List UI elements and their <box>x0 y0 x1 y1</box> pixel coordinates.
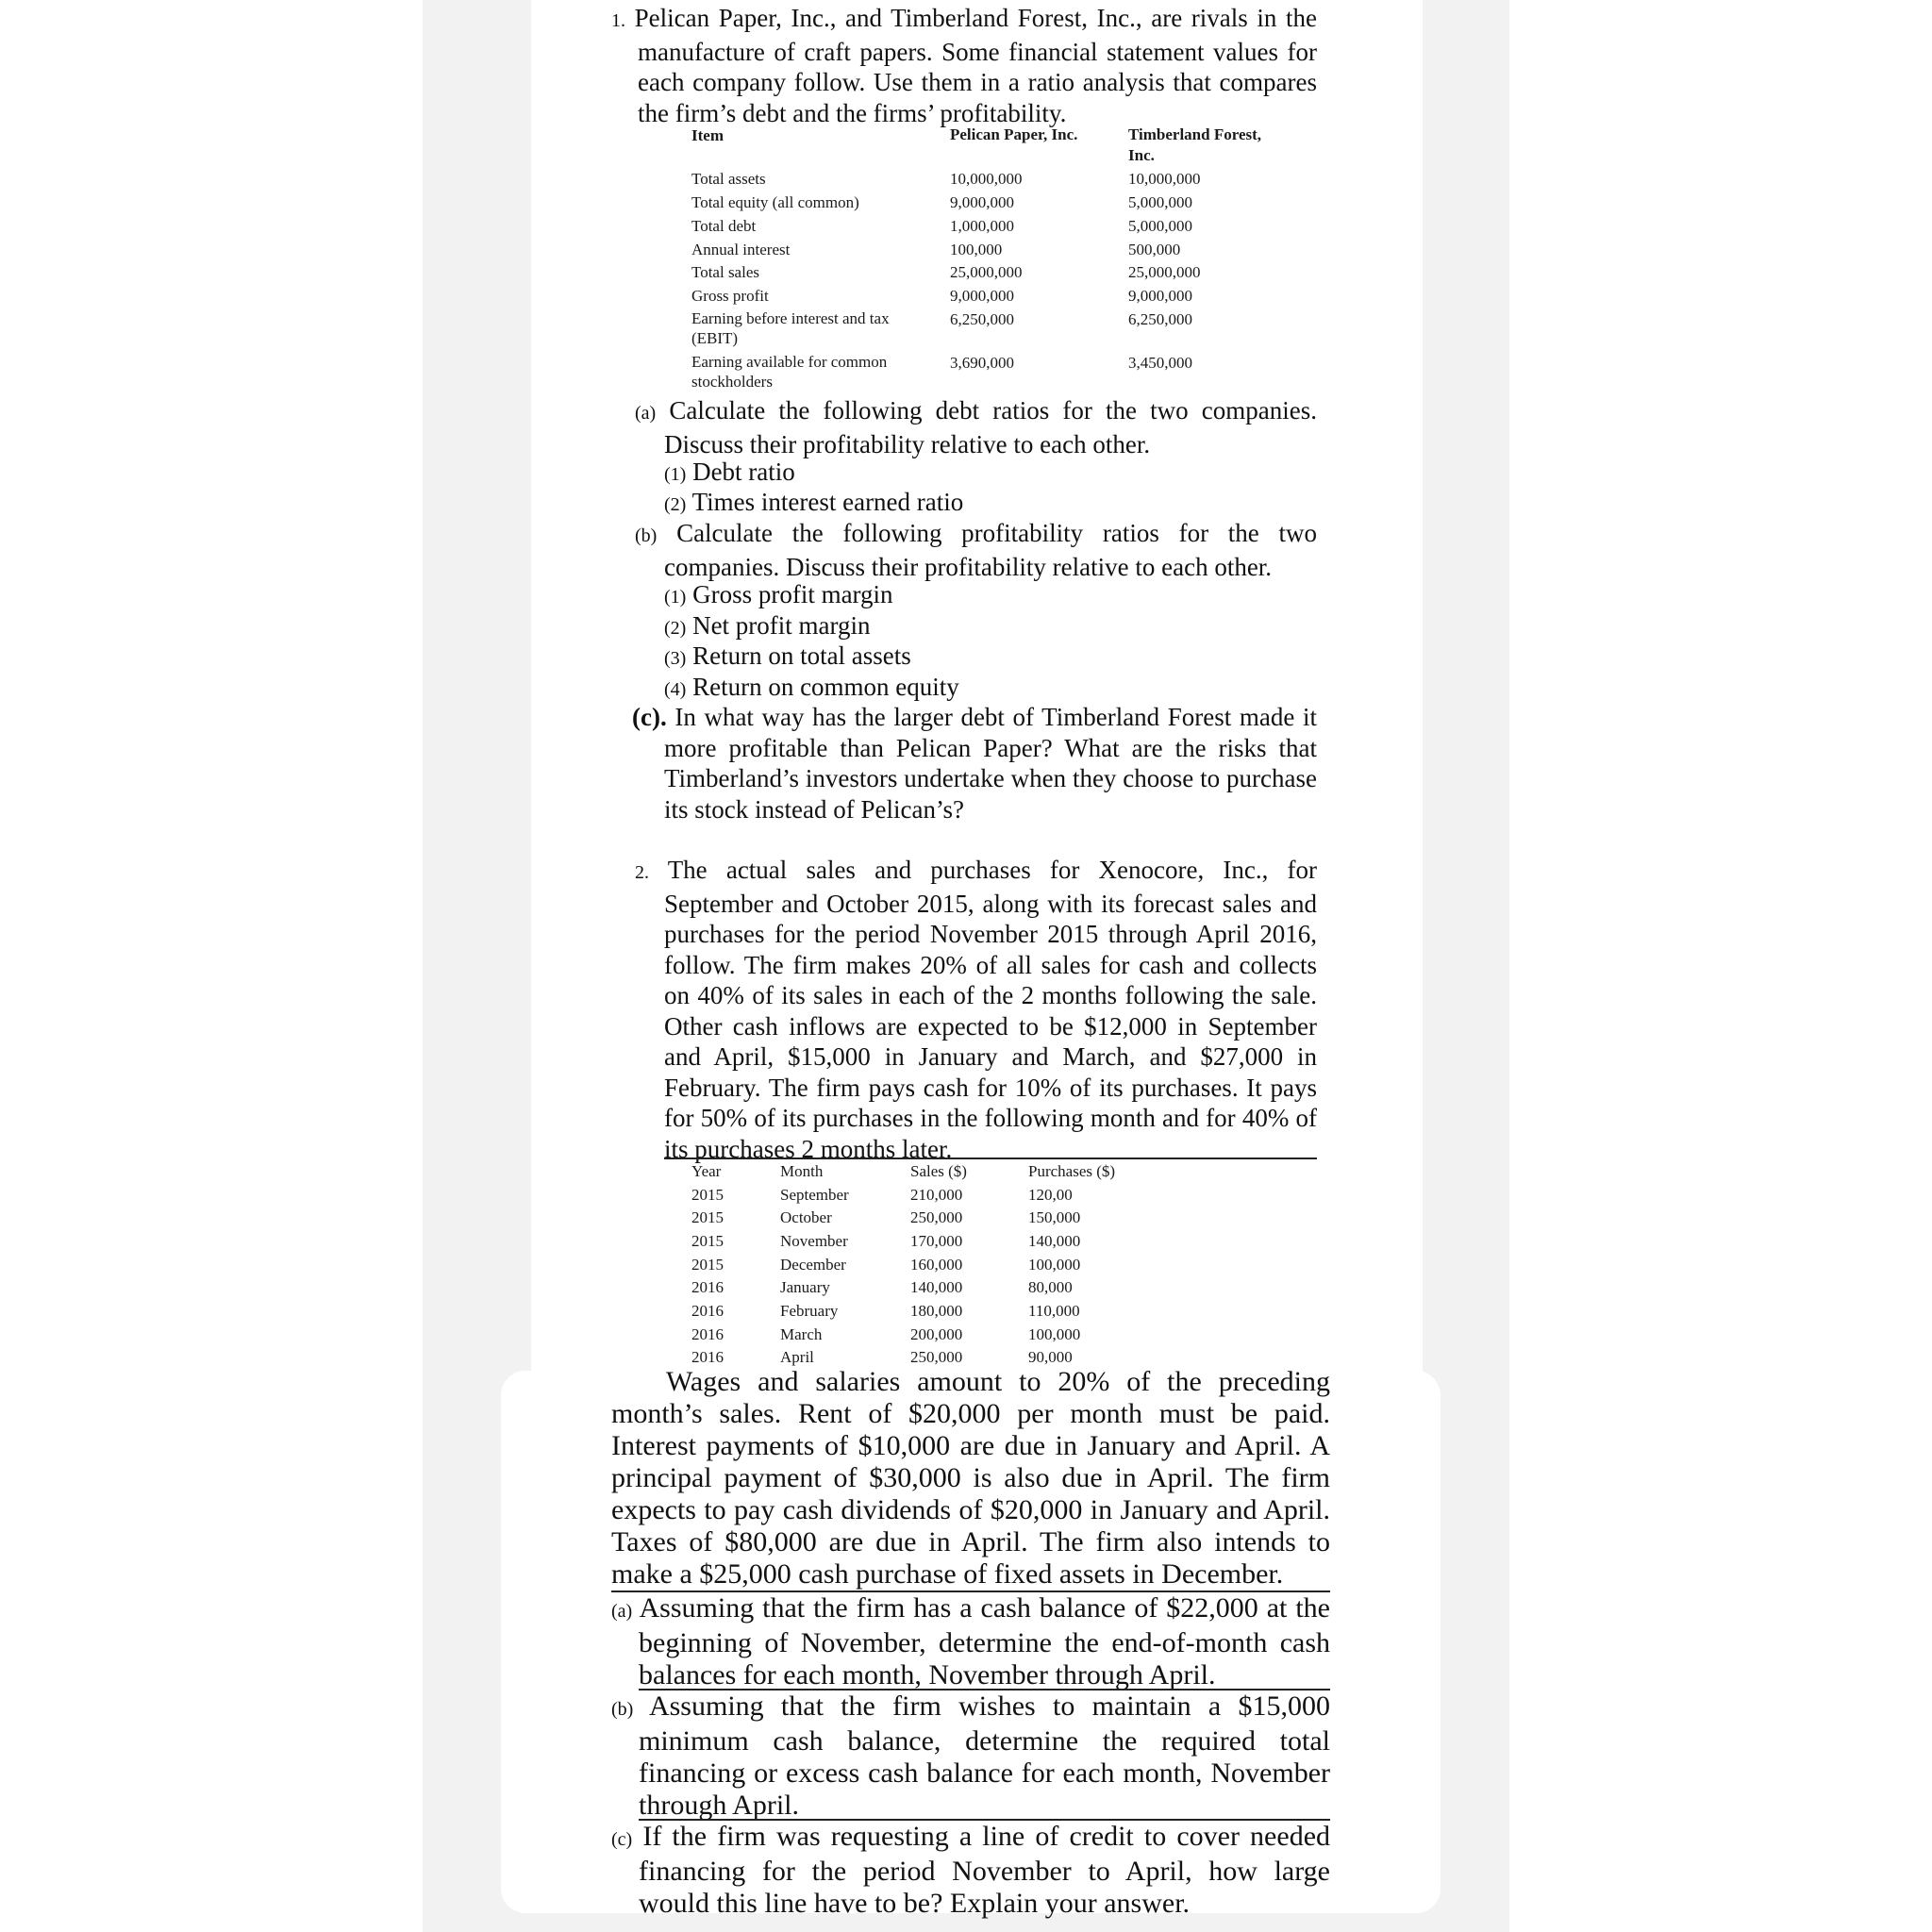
q2-row-purchases: 80,000 <box>1028 1278 1073 1296</box>
q2-part-a-label: (a) <box>611 1601 633 1622</box>
q1-row-pelican: 6,250,000 <box>950 310 1014 328</box>
q2-row-month: December <box>780 1256 846 1274</box>
q1-row-pelican: 3,690,000 <box>950 354 1014 372</box>
q2-wages-paragraph: Wages and salaries amount to 20% of the preceding month’s sales. Rent of $20,000 per month must be paid. Interest payments of $10,000 are due in January and April. A principal payment of $30,000 is also due in April. The firm expects to pay cash dividends of $20,000 in January and April. Taxes of $80,000 are due in April. The firm also intends to make a $25,000 cash purchase of fixed assets in December. <box>611 1366 1330 1590</box>
q1-row-timberland: 25,000,000 <box>1128 263 1201 281</box>
q1-row-item: Earning before interest and tax (EBIT) <box>691 309 890 347</box>
q2-row-month: February <box>780 1302 839 1320</box>
q2-row-sales: 250,000 <box>910 1348 963 1366</box>
q2-row-purchases: 140,000 <box>1028 1232 1081 1250</box>
q2-row-year: 2016 <box>691 1278 724 1296</box>
q2-row-purchases: 100,000 <box>1028 1256 1081 1274</box>
q1-row-item: Annual interest <box>691 241 791 258</box>
q2-intro <box>635 855 1317 1164</box>
q2-row-sales: 200,000 <box>910 1325 963 1343</box>
q2-row-year: 2015 <box>691 1186 724 1204</box>
q2-row-sales: 170,000 <box>910 1232 963 1250</box>
q1-part-b-label: (b) <box>635 525 658 546</box>
q1-row-timberland: 5,000,000 <box>1128 193 1192 211</box>
q1-part-b-item: (4) Return on common equity <box>664 673 959 701</box>
q2-row-month: September <box>780 1186 849 1204</box>
q1-part-c: (c). In what way has the larger debt of Timberland Forest made it more profitable than Pelican Paper? What are the risks that Timberland’s investors undertake when they choose to purchase its stock instead of Pelican’s? <box>632 703 1317 824</box>
q2-row-sales: 140,000 <box>910 1278 963 1296</box>
q1-header-timberland: Timberland Forest, Inc. <box>1128 125 1262 164</box>
q2-row-year: 2016 <box>691 1302 724 1320</box>
q2-part-b-label: (b) <box>611 1699 634 1720</box>
q2-row-year: 2015 <box>691 1232 724 1250</box>
q2-row-sales: 180,000 <box>910 1302 963 1320</box>
q1-row-timberland: 500,000 <box>1128 241 1181 258</box>
q2-part-c: (c) If the firm was requesting a line of credit to cover needed financing for the period November to April, how large would this line have to be? Explain your answer. <box>611 1821 1331 1919</box>
q1-row-pelican: 10,000,000 <box>950 170 1023 188</box>
q1-row-item: Total assets <box>691 170 766 188</box>
q2-row-month: April <box>780 1348 814 1366</box>
q2-row-month: January <box>780 1278 830 1296</box>
q1-row-item: Earning available for common stockholders <box>691 353 888 391</box>
q1-header-item: Item <box>691 126 724 144</box>
q1-row-item: Total equity (all common) <box>691 193 859 211</box>
q1-row-timberland: 9,000,000 <box>1128 287 1192 305</box>
q1-row-timberland: 5,000,000 <box>1128 217 1192 235</box>
q1-part-a-label: (a) <box>635 403 657 424</box>
q1-part-b-item: (3) Return on total assets <box>664 641 911 670</box>
q1-row-timberland: 6,250,000 <box>1128 310 1192 328</box>
q1-row-item: Total sales <box>691 263 759 281</box>
q1-row-pelican: 1,000,000 <box>950 217 1014 235</box>
q2-row-year: 2015 <box>691 1256 724 1274</box>
q1-row-item: Total debt <box>691 217 757 235</box>
q2-header-purchases: Purchases ($) <box>1028 1162 1116 1180</box>
q1-part-a-item: (2) Times interest earned ratio <box>664 488 964 516</box>
q2-row-month: November <box>780 1232 848 1250</box>
q1-row-timberland: 10,000,000 <box>1128 170 1201 188</box>
q2-part-b: (b) Assuming that the firm wishes to maintain a $15,000 minimum cash balance, determine the required total financing or excess cash balance for each month, November through April. <box>611 1690 1330 1821</box>
q1-part-a: (a) Calculate the following debt ratios for the two companies. Discuss their profitability relative to each other. <box>635 396 1317 458</box>
q2-row-sales: 160,000 <box>910 1256 963 1274</box>
q1-row-pelican: 9,000,000 <box>950 287 1014 305</box>
q2-row-purchases: 90,000 <box>1028 1348 1073 1366</box>
q2-header-sales: Sales ($) <box>910 1162 967 1180</box>
q2-part-c-label: (c) <box>611 1829 633 1850</box>
q2-row-year: 2015 <box>691 1208 724 1226</box>
q1-row-pelican: 9,000,000 <box>950 193 1014 211</box>
q1-intro <box>611 3 1318 128</box>
q2-row-month: October <box>780 1208 832 1226</box>
q2-intro-text: The actual sales and purchases for Xenocore, Inc., for September and October 2015, along with its forecast sales and purchases for the period November 2015 through April 2016, follow. The firm makes 20% of all sales for cash and collects on 40% of its sales in each of the 2 months following the sale. Other cash inflows are expected to be $12,000 in September and April, $15,000 in January and March, and $27,000 in February. The firm pays cash for 10% of its purchases. It pays for 50% of its purchases in the following month and for 40% of its purchases 2 months later. <box>664 856 1317 1163</box>
q1-row-timberland: 3,450,000 <box>1128 354 1192 372</box>
q2-header-year: Year <box>691 1162 722 1180</box>
q2-row-purchases: 100,000 <box>1028 1325 1081 1343</box>
q2-row-purchases: 110,000 <box>1028 1302 1080 1320</box>
q1-row-pelican: 100,000 <box>950 241 1003 258</box>
q1-row-item: Gross profit <box>691 287 769 305</box>
q2-row-sales: 250,000 <box>910 1208 963 1226</box>
q1-part-b-item: (2) Net profit margin <box>664 611 871 640</box>
q2-row-sales: 210,000 <box>910 1186 963 1204</box>
q1-part-a-item: (1) Debt ratio <box>664 458 795 486</box>
q2-row-year: 2016 <box>691 1325 724 1343</box>
q2-number: 2. <box>635 862 649 883</box>
q2-table-top-rule <box>664 1158 1317 1159</box>
q2-row-month: March <box>780 1325 823 1343</box>
q1-number: 1. <box>611 10 625 31</box>
q1-part-b: (b) Calculate the following profitability ratios for the two companies. Discuss their profitability relative to each other. <box>635 519 1318 581</box>
q2-header-month: Month <box>780 1162 824 1180</box>
q2-row-purchases: 150,000 <box>1028 1208 1081 1226</box>
q1-part-b-item: (1) Gross profit margin <box>664 580 893 608</box>
q2-part-a: (a) Assuming that the firm has a cash balance of $22,000 at the beginning of November, determine the end-of-month cash balances for each month, November through April. <box>611 1592 1330 1690</box>
q1-part-c-label: (c). <box>632 703 667 731</box>
q1-header-pelican: Pelican Paper, Inc. <box>950 125 1078 143</box>
q2-row-year: 2016 <box>691 1348 724 1366</box>
q2-row-purchases: 120,00 <box>1028 1186 1073 1204</box>
q1-row-pelican: 25,000,000 <box>950 263 1023 281</box>
q1-intro-text: Pelican Paper, Inc., and Timberland Forest, Inc., are rivals in the manufacture of craft papers. Some financial statement values for each company follow. Use them in a ratio analysis that compares the firm’s debt and the firms’ profitability. <box>634 4 1318 127</box>
